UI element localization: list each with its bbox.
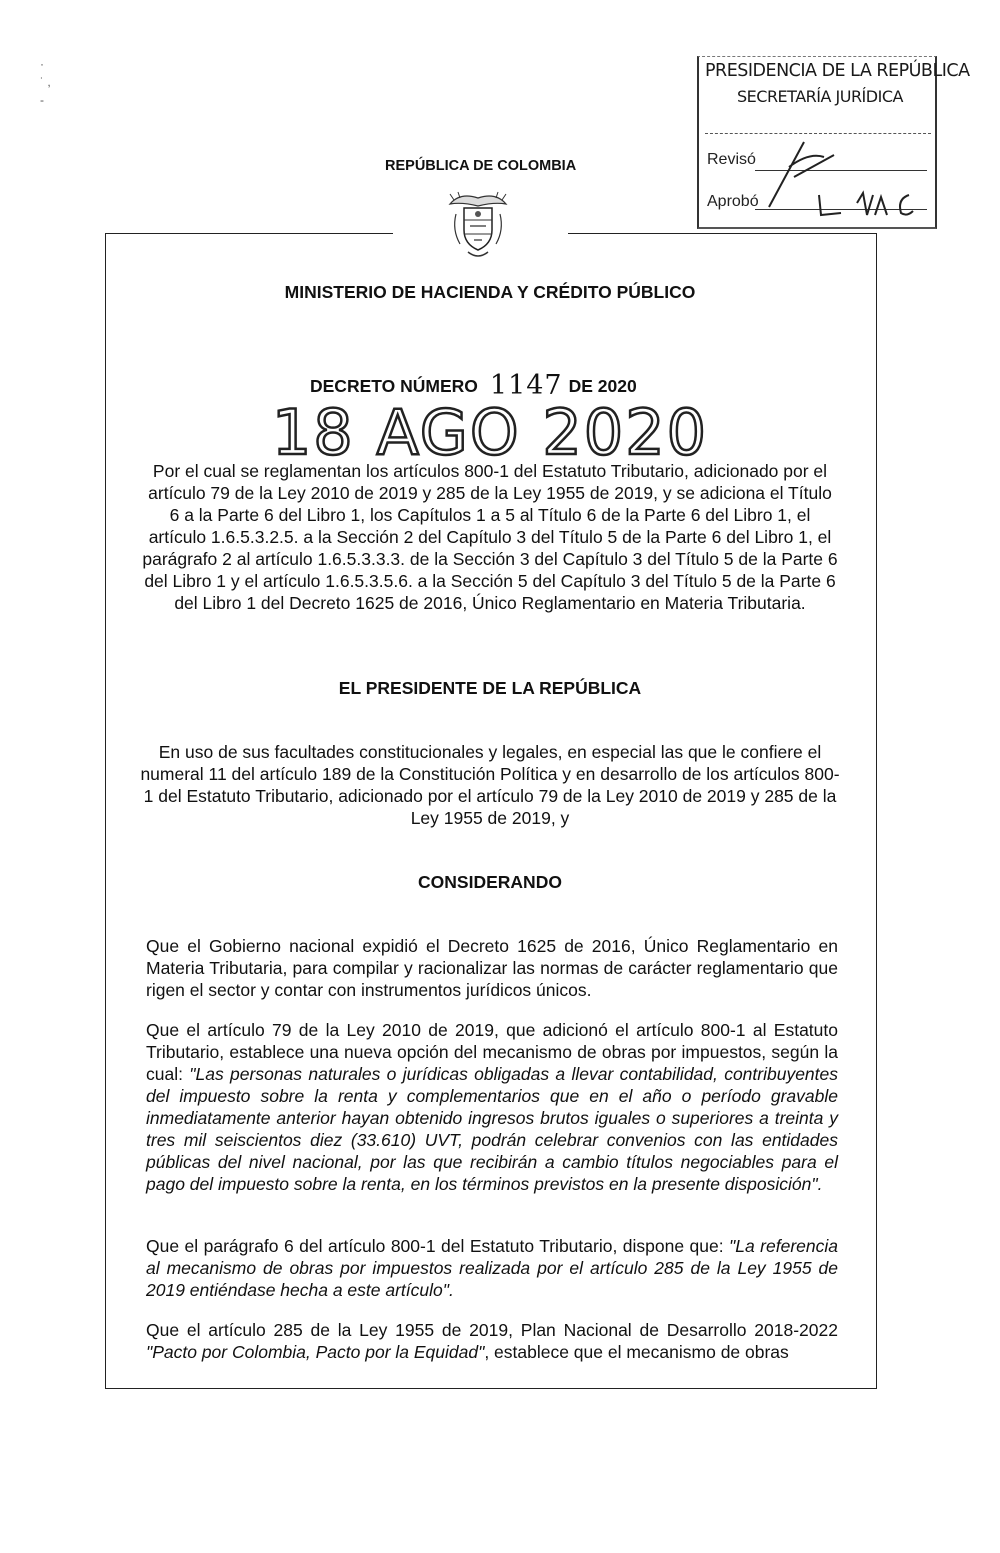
handwritten-signature	[749, 137, 929, 217]
scan-marks: · ˙ , -	[40, 57, 51, 107]
frame-top-left-rule	[105, 233, 393, 234]
issuer-heading: EL PRESIDENTE DE LA REPÚBLICA	[338, 678, 642, 698]
powers-paragraph: En uso de sus facultades constitucionales y legales, en especial las que le confiere el numeral 11 del artículo 189 de la Constitución Política y en desarrollo de los artículos 800-1 del Estatuto Tributario, adicionado por el artículo 79 de la Ley 2010 de 2019 y 285 de la Ley 1955 de 2019, y	[140, 742, 840, 828]
considerando-paragraph-1: Que el Gobierno nacional expidió el Decreto 1625 de 2016, Único Reglamentario en Materia Tributaria, para compilar y racionalizar las normas de carácter reglamentario que rigen el sector y contar con instrumentos jurídicos únicos.	[146, 936, 838, 1000]
paragraph-4-intro: Que el artículo 285 de la Ley 1955 de 2019, Plan Nacional de Desarrollo 2018-2022	[146, 1320, 838, 1340]
country-heading: REPÚBLICA DE COLOMBIA	[385, 158, 577, 174]
paragraph-2-intro: Que el artículo 79 de la Ley 2010 de 2019, que adicionó el artículo 800-1 al Estatuto Tributario, establece una nueva opción del mecanismo de obras por impuestos, según la cual:	[146, 1020, 838, 1084]
decree-number-line	[310, 368, 637, 399]
decree-number: 1147	[489, 370, 563, 401]
paragraph-3-quote: "La referencia al mecanismo de obras por impuestos realizada por el artículo 285 de la Ley 1955 de 2019 entiéndase hecha a este artículo".	[146, 1236, 838, 1300]
stamp-subtitle: SECRETARÍA JURÍDICA	[737, 87, 903, 106]
decree-year: DE 2020	[568, 376, 637, 396]
considerando-paragraph-4	[146, 1319, 838, 1363]
stamp-reviso-label: Revisó	[707, 151, 756, 168]
decree-label: DECRETO NÚMERO	[310, 376, 478, 396]
considerando-paragraph-3	[146, 1235, 838, 1301]
paragraph-4-quote: "Pacto por Colombia, Pacto por la Equidad"	[146, 1342, 485, 1362]
considerando-heading: CONSIDERANDO	[418, 872, 562, 892]
date-stamp: 18 AGO 2020	[271, 396, 709, 469]
paragraph-4-rest: , establece que el mecanismo de obras	[484, 1342, 789, 1362]
review-stamp	[697, 56, 970, 229]
frame-top-right-rule	[568, 233, 877, 234]
stamp-aprobo-label: Aprobó	[707, 193, 759, 210]
stamp-title: PRESIDENCIA DE LA REPÚBLICA	[705, 61, 970, 81]
stamp-divider	[705, 133, 931, 134]
paragraph-2-quote: "Las personas naturales o jurídicas obligadas a llevar contabilidad, contribuyentes del impuesto sobre la renta y complementarios que en el año o período gravable inmediatamente anterior hayan obtenido ingresos brutos iguales o superiores a treinta y tres mil seiscientos diez (33.610) UVT, podrán celebrar convenios con las entidades públicas del nivel nacional, por las que recibirán a cambio títulos negociables para el pago del impuesto sobre la renta, en los términos previstos en la presente disposición".	[146, 1064, 839, 1194]
considerando-paragraph-2	[146, 1019, 838, 1195]
ministry-heading: MINISTERIO DE HACIENDA Y CRÉDITO PÚBLICO	[284, 282, 696, 302]
paragraph-3-intro: Que el parágrafo 6 del artículo 800-1 del Estatuto Tributario, dispone que:	[146, 1236, 730, 1256]
decree-epigraph: Por el cual se reglamentan los artículos 800-1 del Estatuto Tributario, adicionado por el artículo 79 de la Ley 2010 de 2019 y 285 de la Ley 1955 de 2019, y se adiciona el Título 6 a la Parte 6 del Libro 1, los Capítulos 1 a 5 al Título 6 de la Parte 6 del Libro 1, el artículo 1.6.5.3.2.5. a la Sección 2 del Capítulo 3 del Título 5 de la Parte 6 del Libro 1, el parágrafo 2 al artículo 1.6.5.3.3.3. de la Sección 3 del Capítulo 3 del Título 5 de la Parte 6 del Libro 1 y el artículo 1.6.5.3.5.6. a la Sección 5 del Capítulo 3 del Título 5 de la Parte 6 del Libro 1 del Decreto 1625 de 2016, Único Reglamentario en Materia Tributaria.	[142, 461, 838, 613]
